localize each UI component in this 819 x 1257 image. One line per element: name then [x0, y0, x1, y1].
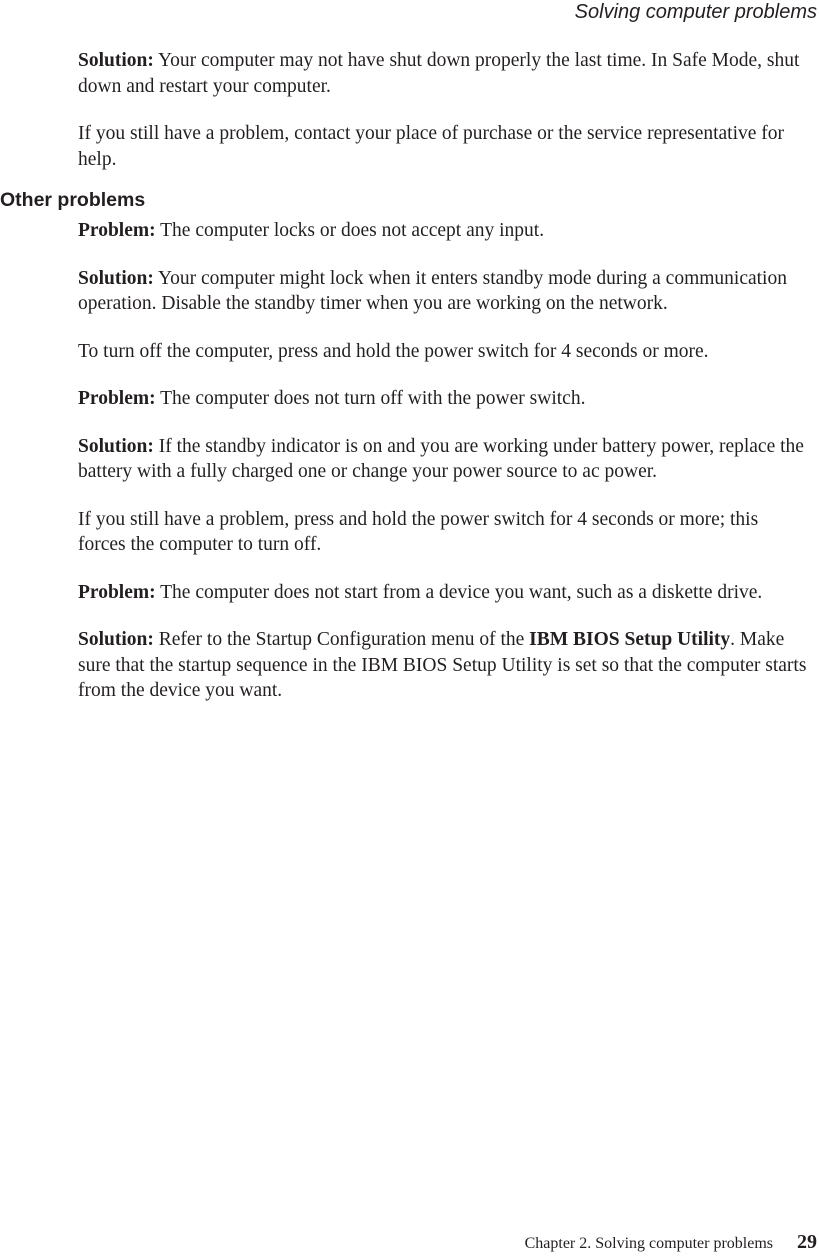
lock-problem-paragraph — [78, 218, 810, 244]
solution-label: Solution: — [78, 267, 154, 289]
bios-utility-name: IBM BIOS Setup Utility — [529, 629, 731, 650]
problem-label: Problem: — [78, 581, 156, 603]
power-followup-paragraph: If you still have a problem, press and hold the power switch for 4 seconds or more; this forces the computer to turn off. — [78, 508, 759, 555]
solution-label: Solution: — [78, 50, 154, 71]
intro-block — [78, 48, 810, 194]
problem-label: Problem: — [78, 388, 156, 409]
power-problem-paragraph — [78, 386, 810, 412]
problem-text: The computer does not start from a device you want, such as a diskette drive. — [155, 581, 763, 603]
solution-text-continued: . Make sure that the startup sequence in the IBM BIOS Setup Utility is set so that the computer starts from the device you want. — [78, 629, 807, 701]
problem-text: The computer locks or does not accept any input. — [155, 220, 545, 241]
solution-text: Your computer might lock when it enters standby mode during a communication operation. Disable the standby timer when you are working on the network. — [78, 267, 787, 314]
contact-paragraph: If you still have a problem, contact your place of purchase or the service representative for help. — [78, 123, 785, 170]
running-header: Solving computer problems — [574, 1, 817, 23]
solution-text: Refer to the Startup Configuration menu of the — [153, 629, 530, 650]
page-number: 29 — [797, 1231, 817, 1253]
problem-text: The computer does not turn off with the power switch. — [155, 388, 586, 409]
solution-label: Solution: — [78, 435, 154, 457]
lock-solution-paragraph — [78, 266, 810, 317]
intro-solution-paragraph — [78, 48, 810, 99]
other-problems-section — [78, 218, 810, 726]
device-solution-paragraph — [78, 627, 810, 704]
lock-turnoff-paragraph: To turn off the computer, press and hold the power switch for 4 seconds or more. — [78, 340, 709, 362]
solution-label: Solution: — [78, 629, 154, 650]
solution-text: Your computer may not have shut down properly the last time. In Safe Mode, shut down and restart your computer. — [78, 50, 800, 97]
page-footer — [525, 1231, 817, 1254]
power-solution-paragraph — [78, 434, 810, 485]
footer-chapter-title: Chapter 2. Solving computer problems — [524, 1235, 773, 1252]
device-problem-paragraph — [78, 580, 810, 606]
solution-text: If the standby indicator is on and you are working under battery power, replace the battery with a fully charged one or change your power source to ac power. — [78, 435, 804, 482]
problem-label: Problem: — [78, 220, 156, 241]
section-heading: Other problems — [0, 189, 146, 211]
